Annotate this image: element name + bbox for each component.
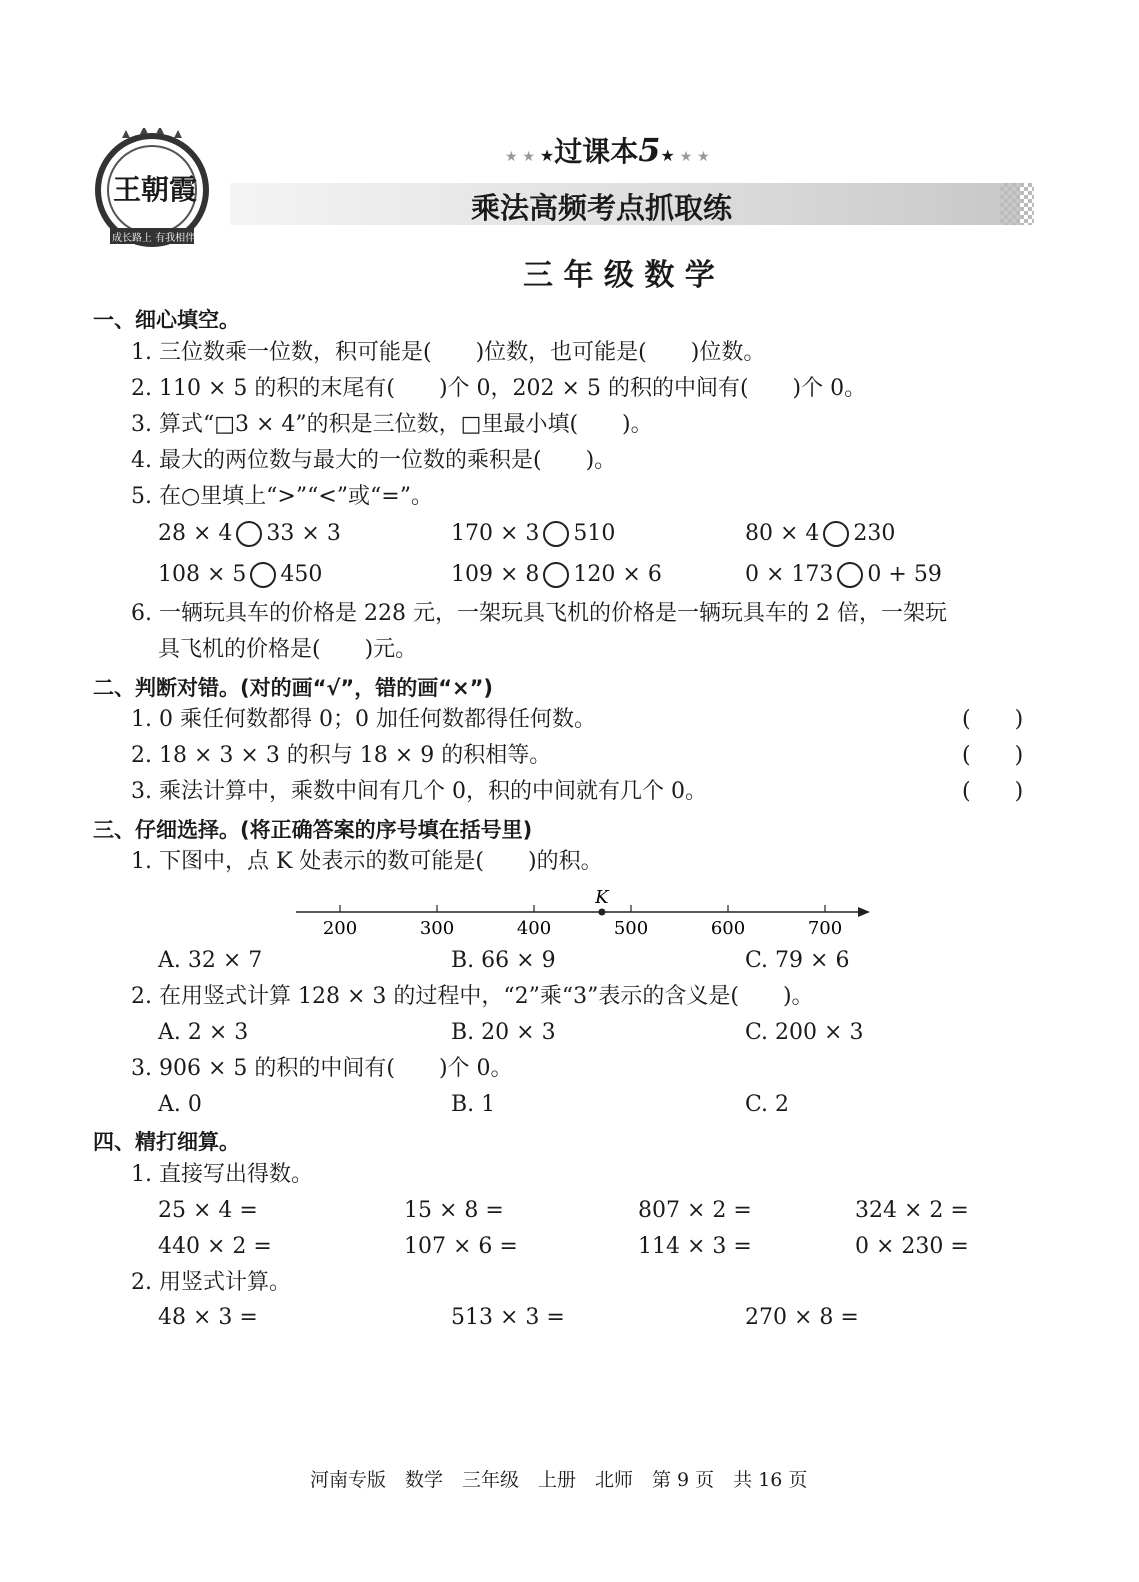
- compare-right: 120 × 6: [573, 562, 662, 587]
- logo-name: 王朝霞: [113, 173, 198, 206]
- arrow-icon: [858, 907, 870, 917]
- banner-pattern: [1000, 183, 1034, 225]
- compare-left: 80 × 4: [745, 521, 820, 546]
- page-subtitle: 三 年 级 数 学: [523, 258, 715, 293]
- compare-item: [158, 560, 322, 590]
- compare-left: 0 × 173: [745, 562, 834, 587]
- section-1-title: 一、细心填空。: [93, 308, 240, 332]
- compare-item: [745, 560, 942, 590]
- calc-item: 513 × 3 =: [451, 1305, 565, 1330]
- answer-circle[interactable]: [823, 521, 849, 547]
- option[interactable]: B. 66 × 9: [451, 948, 556, 973]
- option[interactable]: A. 0: [158, 1092, 202, 1117]
- option[interactable]: A. 2 × 3: [158, 1020, 249, 1045]
- option[interactable]: B. 20 × 3: [451, 1020, 556, 1045]
- section-2-title: 二、判断对错。(对的画“√”，错的画“×”): [93, 676, 494, 700]
- page-footer: 河南专版 数学 三年级 上册 北师 第 9 页 共 16 页: [310, 1469, 808, 1491]
- banner-title: 乘法高频考点抓取练: [471, 191, 733, 225]
- s2-q3: 3. 乘法计算中，乘数中间有几个 0，积的中间就有几个 0。: [131, 779, 707, 804]
- s1-q3: 3. 算式“□3 × 4”的积是三位数，□里最小填( )。: [131, 412, 653, 437]
- s3-q2: 2. 在用竖式计算 128 × 3 的过程中，“2”乘“3”表示的含义是( )。: [131, 984, 814, 1009]
- answer-paren[interactable]: ( ): [962, 779, 1024, 804]
- calc-item: 107 × 6 =: [404, 1234, 518, 1259]
- point-k-label: K: [595, 887, 609, 908]
- number-line: [290, 885, 880, 940]
- compare-left: 108 × 5: [158, 562, 247, 587]
- calc-item: 270 × 8 =: [745, 1305, 859, 1330]
- s2-q1: 1. 0 乘任何数都得 0；0 加任何数都得任何数。: [131, 707, 596, 732]
- option[interactable]: C. 2: [745, 1092, 790, 1117]
- star-icon: ★: [539, 146, 555, 165]
- section-4-title: 四、精打细算。: [93, 1130, 240, 1154]
- star-icon: ★ ★: [674, 149, 710, 165]
- s1-q6-line2: 具飞机的价格是( )元。: [158, 637, 418, 662]
- point-k: [598, 909, 605, 916]
- compare-right: 33 × 3: [266, 521, 341, 546]
- answer-circle[interactable]: [250, 562, 276, 588]
- calc-item: 25 × 4 =: [158, 1198, 258, 1223]
- tick-label: 300: [419, 918, 455, 939]
- s1-q6-line1: 6. 一辆玩具车的价格是 228 元，一架玩具飞机的价格是一辆玩具车的 2 倍，一架玩: [131, 601, 947, 626]
- s1-q2: 2. 110 × 5 的积的末尾有( )个 0，202 × 5 的积的中间有( )个 0。: [131, 376, 867, 401]
- option[interactable]: C. 200 × 3: [745, 1020, 864, 1045]
- s4-q2: 2. 用竖式计算。: [131, 1270, 291, 1295]
- star-icon: ★ ★: [505, 149, 540, 165]
- calc-item: 807 × 2 =: [638, 1198, 752, 1223]
- compare-item: [745, 519, 895, 549]
- tick-label: 600: [710, 918, 746, 939]
- tick-label: 500: [613, 918, 649, 939]
- star-icon: ★: [660, 146, 675, 165]
- answer-circle[interactable]: [837, 562, 863, 588]
- compare-right: 510: [573, 521, 616, 546]
- logo-motto: 成长路上 有我相伴: [112, 233, 196, 244]
- s1-q4: 4. 最大的两位数与最大的一位数的乘积是( )。: [131, 448, 617, 473]
- option[interactable]: A. 32 × 7: [158, 948, 263, 973]
- compare-right: 450: [280, 562, 323, 587]
- s4-q1: 1. 直接写出得数。: [131, 1162, 313, 1187]
- tick-label: 200: [322, 918, 358, 939]
- lesson-label: 过课本: [554, 135, 639, 168]
- answer-circle[interactable]: [543, 562, 569, 588]
- compare-item: [158, 519, 341, 549]
- compare-right: 0 + 59: [867, 562, 942, 587]
- calc-item: 440 × 2 =: [158, 1234, 272, 1259]
- lesson-number: 5: [638, 131, 661, 169]
- calc-item: 324 × 2 =: [855, 1198, 969, 1223]
- option[interactable]: B. 1: [451, 1092, 496, 1117]
- compare-right: 230: [853, 521, 896, 546]
- answer-paren[interactable]: ( ): [962, 707, 1024, 732]
- calc-item: 48 × 3 =: [158, 1305, 258, 1330]
- answer-circle[interactable]: [543, 521, 569, 547]
- tick-label: 400: [516, 918, 552, 939]
- compare-item: [451, 519, 615, 549]
- section-3-title: 三、仔细选择。(将正确答案的序号填在括号里): [93, 818, 533, 842]
- option[interactable]: C. 79 × 6: [745, 948, 850, 973]
- s3-q1: 1. 下图中，点 K 处表示的数可能是( )的积。: [131, 849, 603, 874]
- compare-left: 28 × 4: [158, 521, 233, 546]
- calc-item: 15 × 8 =: [404, 1198, 504, 1223]
- answer-paren[interactable]: ( ): [962, 743, 1024, 768]
- lesson-heading: [505, 130, 710, 170]
- calc-item: 0 × 230 =: [855, 1234, 969, 1259]
- calc-item: 114 × 3 =: [638, 1234, 752, 1259]
- tick-label: 700: [807, 918, 843, 939]
- compare-left: 170 × 3: [451, 521, 540, 546]
- compare-item: [451, 560, 662, 590]
- answer-circle[interactable]: [236, 521, 262, 547]
- s2-q2: 2. 18 × 3 × 3 的积与 18 × 9 的积相等。: [131, 743, 552, 768]
- compare-left: 109 × 8: [451, 562, 540, 587]
- s3-q3: 3. 906 × 5 的积的中间有( )个 0。: [131, 1056, 513, 1081]
- s1-q5: 5. 在○里填上“>”“<”或“=”。: [131, 484, 433, 509]
- s1-q1: 1. 三位数乘一位数，积可能是( )位数，也可能是( )位数。: [131, 340, 766, 365]
